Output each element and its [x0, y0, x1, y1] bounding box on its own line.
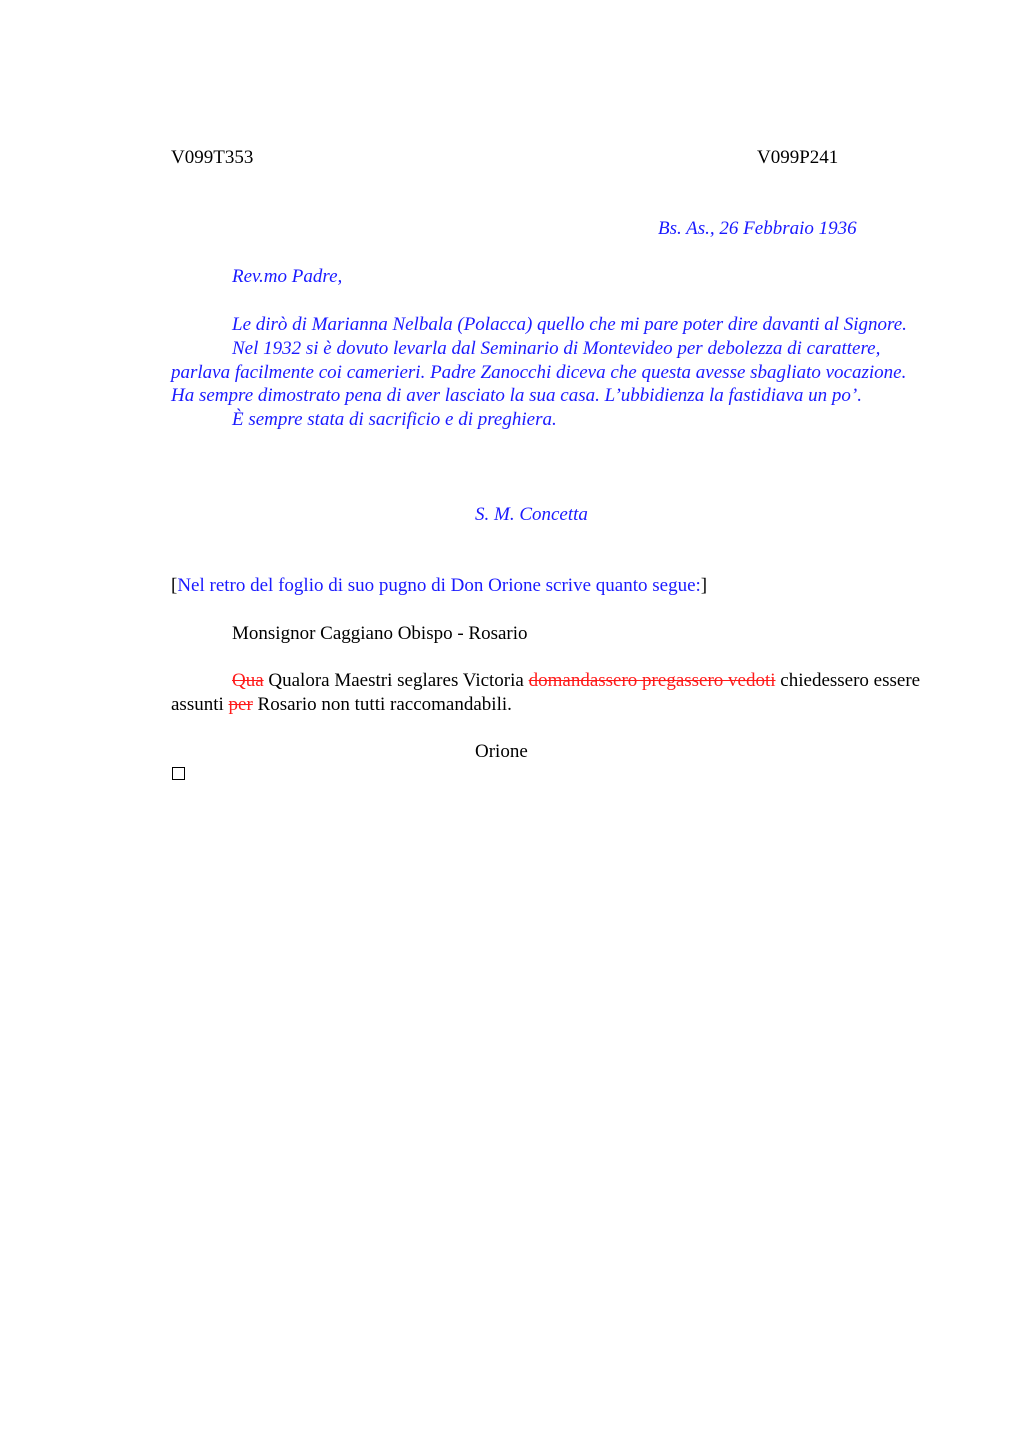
letter-date: Bs. As., 26 Febbraio 1936 — [658, 218, 857, 239]
note-close-bracket: ] — [700, 575, 708, 596]
letter-paragraph-1: Le dirò di Marianna Nelbala (Polacca) quello che mi pare poter dire davanti al Signore. — [232, 314, 907, 335]
reply-text-3: Rosario non tutti raccomandabili. — [252, 693, 512, 715]
deleted-word-3: per — [228, 693, 253, 715]
reply-text-1: Qualora Maestri seglares Victoria — [263, 670, 529, 691]
deleted-words-2: domandassero pregassero vedoti — [528, 670, 776, 691]
letter-paragraph-2: Nel 1932 si è dovuto levarla dal Seminario di Montevideo per debolezza di carattere, parlava facilmente coi camerieri. Padre Zanocchi diceva che questa avesse sbagliato vocazione. Ha sempre dimostrato pena di aver lasciato la sua casa. L’ubbidienza la fastidiava un po’. — [171, 337, 907, 407]
letter-salutation: Rev.mo Padre, — [232, 266, 343, 287]
note-text: Nel retro del foglio di suo pugno di Don Orione scrive quanto segue: — [177, 575, 701, 596]
end-checkbox-icon — [172, 767, 185, 780]
reply-body — [171, 669, 931, 717]
document-code-left: V099T353 — [171, 147, 254, 168]
document-code-right: V099P241 — [757, 147, 839, 168]
letter-paragraph-3: È sempre stata di sacrificio e di preghiera. — [232, 409, 557, 431]
reply-addressee: Monsignor Caggiano Obispo - Rosario — [232, 623, 528, 644]
note-open-bracket: [ — [171, 575, 178, 596]
reply-text-2: chiedessero essere assunti — [171, 670, 921, 715]
reply-signature: Orione — [475, 741, 528, 762]
editorial-note — [171, 574, 707, 598]
letter-body — [171, 313, 931, 432]
deleted-word-1: Qua — [232, 670, 264, 691]
letter-signature: S. M. Concetta — [475, 504, 588, 525]
reply-paragraph — [171, 669, 931, 717]
